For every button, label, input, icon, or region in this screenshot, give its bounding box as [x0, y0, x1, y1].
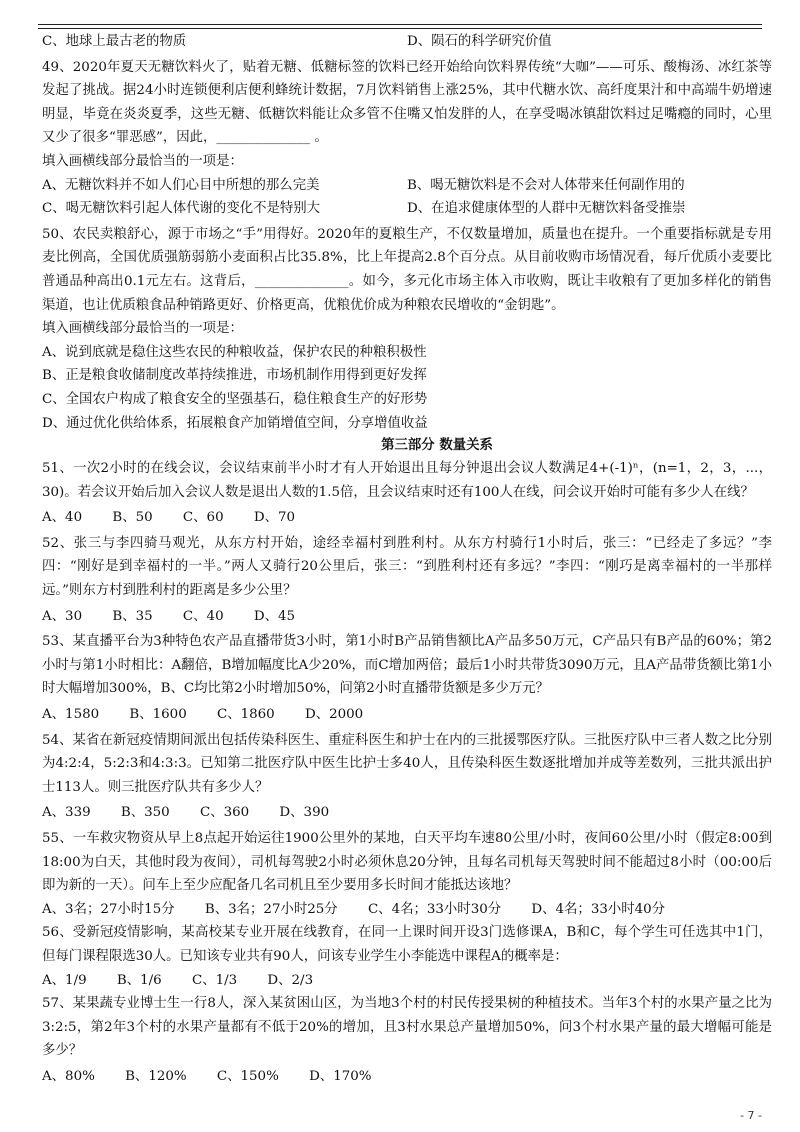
- q53-option-a: A、1580: [42, 707, 100, 723]
- q52-option-b: B、35: [112, 608, 153, 624]
- q57-options: [42, 1065, 772, 1089]
- q55-option-d: D、4名；33小时40分: [531, 901, 666, 917]
- q50-option-c: C、全国农户构成了粮食安全的坚强基石，稳住粮食生产的好形势: [42, 391, 428, 407]
- q50-stem: 50、农民卖粮舒心，源于市场之“手”用得好。2020年的夏粮生产，不仅数量增加，质量也在提升。一个重要指标就是专用麦比例高，全国优质强筋弱筋小麦面积占比35.8%，比上年提高2.8个百分点。从目前收购市场情况看，每斤优质小麦要比普通品种高出0.1元左右。这背后，______________。如今，多元化市场主体入市收购，既让丰收粮有了更加多样化的销售渠道，也让优质粮食品种销路更好、价格更高，优粮优价成为种粮农民增收的“金钥匙”。: [42, 226, 772, 313]
- q53-option-b: B、1600: [129, 707, 187, 723]
- q52-stem: 52、张三与李四骑马观光，从东方村开始，途经幸福村到胜利村。从东方村骑行1小时后，张三：“已经走了多远？”李四：“刚好是到幸福村的一半。”两人又骑行20公里后，张三：“到胜利村还有多远？”李四：“刚巧是离幸福村的一半那样远。”则东方村到胜利村的距离是多少公里？: [42, 535, 772, 599]
- q49-options-cd: [42, 197, 772, 221]
- q57-option-d: D、170%: [309, 1068, 372, 1084]
- q51-stem: 51、一次2小时的在线会议，会议结束前半小时才有人开始退出且每分钟退出会议人数满足4+(-1)ⁿ，(n=1，2，3，...，30)。若会议开始后加入会议人数是退出人数的1.5倍，且会议结束时还有100人在线，问会议开始时可能有多少人在线？: [42, 461, 772, 500]
- q54-option-d: D、390: [279, 805, 330, 821]
- q52-options: [42, 605, 772, 629]
- q55-option-a: A、3名；27小时15分: [42, 901, 175, 917]
- page-number: - 7 -: [740, 1109, 762, 1122]
- q56-option-b: B、1/6: [116, 972, 162, 988]
- q51-option-d: D、70: [253, 510, 296, 526]
- exam-page: [42, 30, 772, 1089]
- q57-stem: 57、某果蔬专业博士生一行8人，深入某贫困山区，为当地3个村的村民传授果树的种植技术。当年3个村的水果产量之比为3:2:5，第2年3个村的水果产量都有不低于20%的增加，且3村水果总产量增加50%，问3个村水果产量的最大增幅可能是多少？: [42, 996, 772, 1059]
- q49-option-b: B、喝无糖饮料是不会对人体带来任何副作用的: [407, 177, 685, 193]
- q56-option-a: A、1/9: [42, 972, 87, 988]
- q49-option-d: D、在追求健康体型的人群中无糖饮料备受推崇: [407, 201, 686, 217]
- q53-option-d: D、2000: [304, 707, 364, 723]
- q50-option-d: D、通过优化供给体系，拓展粮食产加销增值空间，分享增值收益: [42, 415, 428, 431]
- q49-option-a: A、无糖饮料并不如人们心目中所想的那么完美: [42, 177, 320, 193]
- q57-option-b: B、120%: [125, 1068, 187, 1084]
- q51-option-c: C、60: [182, 510, 224, 526]
- q49-stem: 49、2020年夏天无糖饮料火了，贴着无糖、低糖标签的饮料已经开始给向饮料界传统“大咖”——可乐、酸梅汤、冰红茶等发起了挑战。据24小时连锁便利店便利蜂统计数据，7月饮料销售上涨25%，其中代糖水饮、高纤度果汁和中高端牛奶增速明显，毕竟在炎炎夏季，这些无糖、低糖饮料能让众多管不住嘴又怕发胖的人，在享受喝冰镇甜饮料过足嘴瘾的同时，心里又少了很多“罪恶感”，因此，______________ 。: [42, 59, 772, 146]
- q51-option-a: A、40: [42, 510, 83, 526]
- q50-prompt: 填入画横线部分最恰当的一项是：: [42, 321, 243, 337]
- q52-option-d: D、45: [253, 608, 296, 624]
- q52-option-c: C、40: [182, 608, 224, 624]
- q50-option-a: A、说到底就是稳住这些农民的种粮收益，保护农民的种粮积极性: [42, 344, 427, 360]
- q54-option-c: C、360: [199, 805, 250, 821]
- q49-option-c: C、喝无糖饮料引起人体代谢的变化不是特别大: [42, 201, 321, 217]
- q56-option-c: C、1/3: [191, 972, 238, 988]
- q54-options: [42, 801, 772, 825]
- q56-stem: 56、受新冠疫情影响，某高校某专业开展在线教育，在同一上课时间开设3门选修课A，B和C，每个学生可任选其中1门，但每门课程限选30人。已知该专业共有90人，问该专业学生小李能选中课程A的概率是：: [42, 925, 772, 964]
- header-rule-thick: [38, 24, 762, 25]
- q51-option-b: B、50: [112, 510, 153, 526]
- q53-stem: 53、某直播平台为3种特色农产品直播带货3小时，第1小时B产品销售额比A产品多50万元，C产品只有B产品的60%；第2小时与第1小时相比：A翻倍，B增加幅度比A少20%，而C增加两倍；最后1小时共带货3090万元，且A产品带货额比第1小时大幅增加300%，B、C均比第2小时增加50%，问第2小时直播带货额是多少万元？: [42, 634, 772, 697]
- q57-option-c: C、150%: [216, 1068, 279, 1084]
- q55-option-b: B、3名；27小时25分: [204, 901, 338, 917]
- q55-stem: 55、一车救灾物资从早上8点起开始运往1900公里外的某地，白天平均车速80公里/小时，夜间60公里/小时（假定8:00到18:00为白天，其他时段为夜间），司机每驾驶2小时必须休息20分钟，且每名司机每天驾驶时间不能超过8小时（00:00后即为新的一天）。问车上至少应配备几名司机且至少要用多长时间才能抵达该地？: [42, 831, 772, 894]
- q54-stem: 54、某省在新冠疫情期间派出包括传染科医生、重症科医生和护士在内的三批援鄂医疗队。三批医疗队中三者人数之比分别为4:2:4，5:2:3和4:3:3。已知第二批医疗队中医生比护士多40人，且传染科医生数逐批增加并成等差数列，三批共派出护士113人。则三批医疗队共有多少人？: [42, 732, 772, 795]
- q53-options: [42, 703, 772, 727]
- q49-prompt: 填入画横线部分最恰当的一项是：: [42, 153, 243, 169]
- q54-option-b: B、350: [120, 805, 170, 821]
- q51-options: [42, 506, 772, 530]
- q56-option-d: D、2/3: [267, 972, 314, 988]
- q55-option-c: C、4名；33小时30分: [367, 901, 502, 917]
- q48-option-d: D、陨石的科学研究价值: [407, 34, 552, 49]
- q57-option-a: A、80%: [42, 1068, 95, 1084]
- q48-options-cd: [42, 30, 772, 54]
- header-rule-thin: [38, 28, 762, 29]
- q55-options: [42, 898, 772, 922]
- section-title: 第三部分 数量关系: [381, 438, 493, 454]
- q52-option-a: A、30: [42, 608, 83, 624]
- q56-options: [42, 969, 772, 993]
- q50-option-b: B、正是粮食收储制度改革持续推进，市场机制作用得到更好发挥: [42, 368, 427, 384]
- q53-option-c: C、1860: [216, 707, 275, 723]
- q54-option-a: A、339: [42, 805, 91, 821]
- q49-options-ab: [42, 174, 772, 198]
- q48-option-c: C、地球上最古老的物质: [42, 34, 187, 49]
